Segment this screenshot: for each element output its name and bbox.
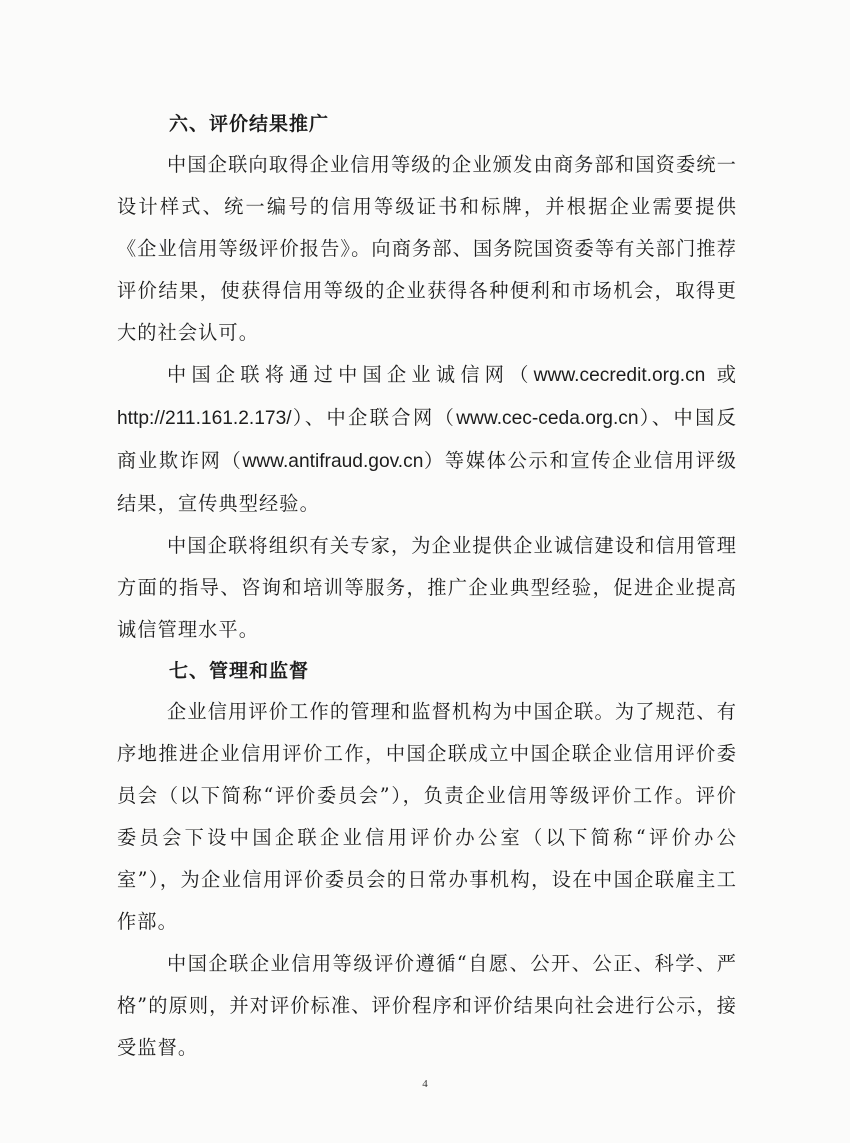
paragraph-media-publicity [117,354,737,525]
paragraph: 企业信用评价工作的管理和监督机构为中国企联。为了规范、有序地推进企业信用评价工作，中国企联成立中国企联企业信用评价委员会（以下简称“评价委员会”），负责企业信用等级评价工作。评价委员会下设中国企联企业信用评价办公室（以下简称“评价办公室”），为企业信用评价委员会的日常办事机构，设在中国企联雇主工作部。 [117,700,737,933]
text-run: ）等媒体公示和宣传企业信用评级结果，宣传典型经验。 [117,449,738,515]
section-heading-seven: 七、管理和监督 [169,660,310,682]
section-heading-six: 六、评价结果推广 [169,113,330,135]
document-body [117,104,737,1069]
text-run: 或 [705,363,737,386]
url-antifraud: www.antifraud.gov.cn [242,451,424,472]
url-ip-address: http://211.161.2.173/ [117,408,292,429]
paragraph: 中国企联向取得企业信用等级的企业颁发由商务部和国资委统一设计样式、统一编号的信用等级证书和标牌，并根据企业需要提供《企业信用等级评价报告》。向商务部、国务院国资委等有关部门推荐评价结果，使获得信用等级的企业获得各种便利和市场机会，取得更大的社会认可。 [117,153,737,344]
paragraph: 中国企联企业信用等级评价遵循“自愿、公开、公正、科学、严格”的原则，并对评价标准、评价程序和评价结果向社会进行公示，接受监督。 [117,952,737,1059]
paragraph: 中国企联将组织有关专家，为企业提供企业诚信建设和信用管理方面的指导、咨询和培训等服务，推广企业典型经验，促进企业提高诚信管理水平。 [117,534,737,641]
url-cec-ceda: www.cec-ceda.org.cn [456,408,639,429]
text-run: 中国企联将通过中国企业诚信网（ [167,363,534,386]
url-cecredit: www.cecredit.org.cn [533,365,706,386]
page-number: 4 [422,1078,428,1090]
text-run: ）、中国反商业欺诈网（ [117,406,738,472]
text-run: ）、中企联合网（ [291,406,457,429]
